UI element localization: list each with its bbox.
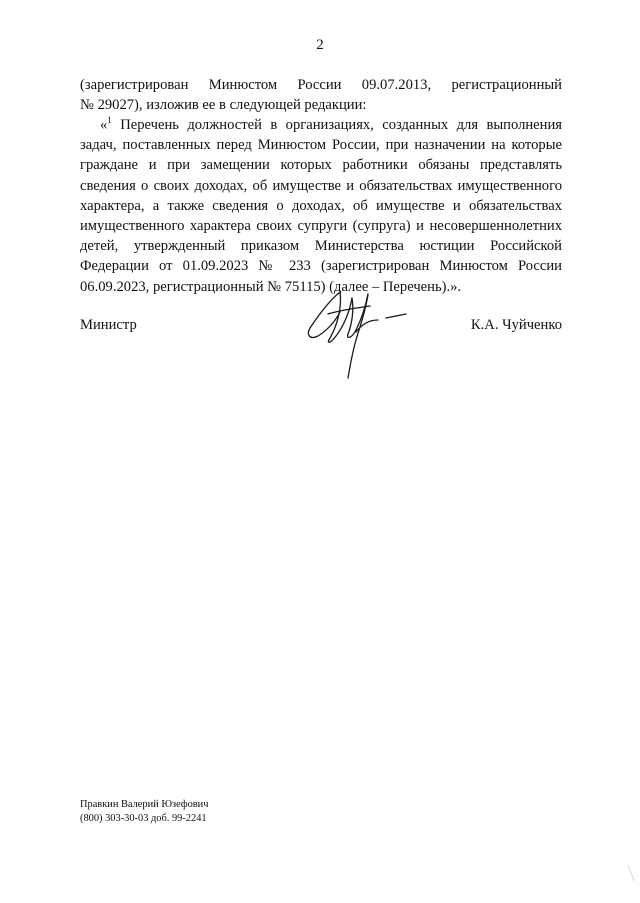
contact-person: Правкин Валерий Юзефович: [80, 799, 209, 810]
text-line: детей, утвержденный приказом Министерства юстиции Российской: [80, 238, 562, 255]
scan-artifact: [626, 863, 636, 883]
paragraph-1: [80, 75, 562, 115]
text-line: задач, поставленных перед Минюстом России, при назначении на которые: [80, 137, 562, 154]
page-number: 2: [316, 37, 324, 53]
text-line: (зарегистрирован Минюстом России 09.07.2013, регистрационный: [80, 77, 562, 93]
open-quote: «: [100, 117, 108, 133]
text-line: [80, 115, 562, 135]
position-label: Министр: [80, 317, 137, 333]
footnote-superscript: 1: [107, 115, 112, 126]
contact-info: [80, 798, 208, 826]
contact-phone: (800) 303-30-03 доб. 99-2241: [80, 812, 207, 824]
paragraph-2: [80, 115, 562, 297]
handwritten-signature: [300, 280, 430, 385]
text-line-content: Перечень должностей в организациях, созданных для выполнения: [111, 117, 562, 133]
text-line: граждане и при замещении которых работники обязаны представлять: [80, 157, 562, 174]
text-line: сведения о своих доходах, об имуществе и обязательствах имущественного: [80, 177, 562, 194]
text-line: № 29027), изложив ее в следующей редакции:: [80, 97, 367, 114]
text-line: характера, а также сведения о доходах, об имуществе и обязательствах: [80, 197, 562, 214]
signer-name: К.А. Чуйченко: [470, 317, 562, 333]
text-line: Федерации от 01.09.2023 № 233 (зарегистрирован Минюстом России: [80, 258, 562, 275]
text-line: имущественного характера своих супруги (супруга) и несовершеннолетних: [80, 218, 562, 235]
text-line: 06.09.2023, регистрационный № 75115) (далее – Перечень).».: [80, 278, 462, 295]
